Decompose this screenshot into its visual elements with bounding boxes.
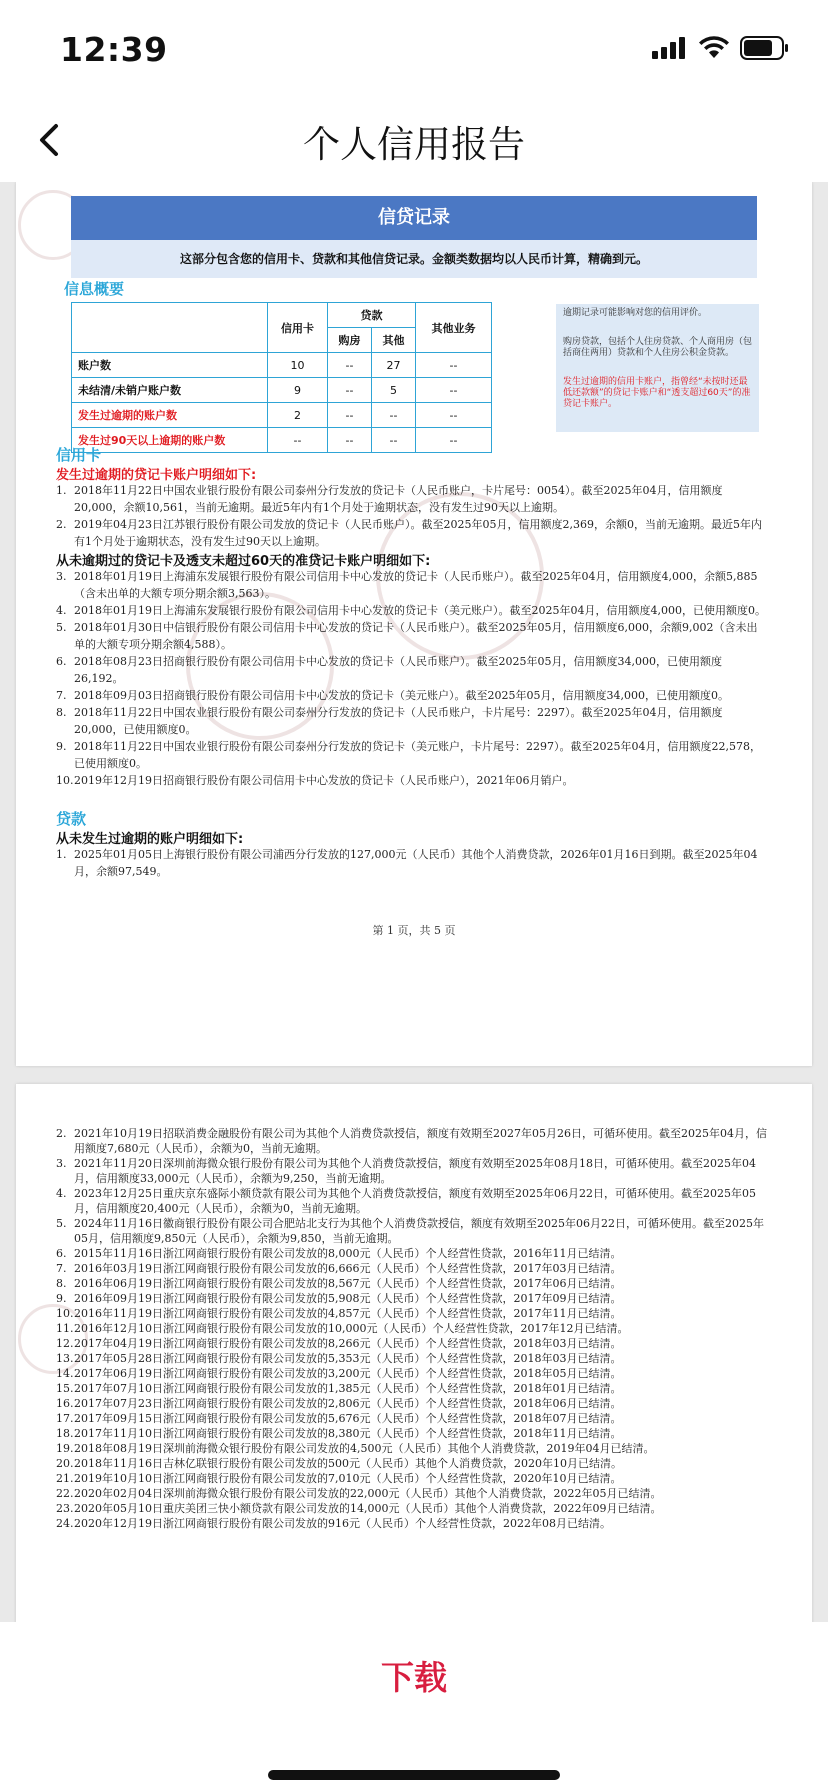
note-text: 逾期记录可能影响对您的信用评价。 (563, 308, 708, 318)
header-other: 其他 (372, 328, 416, 353)
list-item: 17. 2017年09月15日浙江网商银行股份有限公司发放的5,676元（人民币）个人经营性贷款，2018年07月已结清。 (56, 1412, 622, 1425)
list-item: 3. 2021年11月20日深圳前海微众银行股份有限公司为其他个人消费贷款授信，额度有效期至2025年08月18日，可循环使用。截至2025年04月，信用额度33,000元（人民币），余额为9,250，当前无逾期。 (56, 1157, 756, 1185)
note-text: 购房贷款，包括个人住房贷款、个人商用房（包括商住两用）贷款和个人住房公积金贷款。 (563, 337, 753, 358)
list-item: 15. 2017年07月10日浙江网商银行股份有限公司发放的1,385元（人民币）个人经营性贷款，2018年01月已结清。 (56, 1382, 622, 1395)
page-number: 第 1 页，共 5 页 (372, 924, 456, 937)
list-item: 18. 2017年11月10日浙江网商银行股份有限公司发放的8,380元（人民币）个人经营性贷款，2018年11月已结清。 (56, 1427, 622, 1440)
overdue-card-list (56, 482, 768, 550)
list-item: 22. 2020年02月04日深圳前海微众银行股份有限公司发放的22,000元（人民币）其他个人消费贷款，2022年05月已结清。 (56, 1487, 662, 1500)
list-item: 9. 2016年09月19日浙江网商银行股份有限公司发放的5,908元（人民币）个人经营性贷款，2017年09月已结清。 (56, 1292, 622, 1305)
list-item: 4. 2018年01月19日上海浦东发展银行股份有限公司信用卡中心发放的贷记卡（美元账户）。截至2025年04月，信用额度4,000，已使用额度0。 (56, 604, 766, 617)
list-item: 23. 2020年05月10日重庆美团三快小额贷款有限公司发放的14,000元（人民币）其他个人消费贷款，2022年09月已结清。 (56, 1502, 662, 1515)
list-item: 11. 2016年12月10日浙江网商银行股份有限公司发放的10,000元（人民币）个人经营性贷款，2017年12月已结清。 (56, 1322, 629, 1335)
list-item: 10. 2016年11月19日浙江网商银行股份有限公司发放的4,857元（人民币）个人经营性贷款，2017年11月已结清。 (56, 1307, 622, 1320)
note-text: 发生过逾期的信用卡账户，指曾经“未按时还最低还款额”的贷记卡账户和“透支超过60天”的准贷记卡账户。 (563, 377, 751, 409)
list-item: 2. 2019年04月23日江苏银行股份有限公司发放的贷记卡（人民币账户）。截至2025年05月，信用额度2,369，余额0，当前无逾期。最近5年内有1个月处于逾期状态，没有发生过90天以上逾期。 (56, 518, 762, 548)
normal-card-list (56, 568, 768, 789)
list-item: 2. 2021年10月19日招联消费金融股份有限公司为其他个人消费贷款授信，额度有效期至2027年05月26日，可循环使用。截至2025年04月，信用额度7,680元（人民币），余额为0，当前无逾期。 (56, 1127, 767, 1155)
list-item: 8. 2016年06月19日浙江网商银行股份有限公司发放的8,567元（人民币）个人经营性贷款，2017年06月已结清。 (56, 1277, 622, 1290)
list-item: 20. 2018年11月16日吉林亿联银行股份有限公司发放的500元（人民币）其他个人消费贷款，2020年10月已结清。 (56, 1457, 622, 1470)
overdue-cards-heading: 发生过逾期的贷记卡账户明细如下: (56, 468, 257, 483)
table-row: 账户数 10 -- 27 -- (72, 353, 492, 378)
list-item: 19. 2018年08月19日深圳前海微众银行股份有限公司发放的4,500元（人民币）其他个人消费贷款，2019年04月已结清。 (56, 1442, 655, 1455)
list-item: 12. 2017年04月19日浙江网商银行股份有限公司发放的8,266元（人民币）个人经营性贷款，2018年03月已结清。 (56, 1337, 622, 1350)
list-item: 6. 2015年11月16日浙江网商银行股份有限公司发放的8,000元（人民币）个人经营性贷款，2016年11月已结清。 (56, 1247, 622, 1260)
list-item: 8. 2018年11月22日中国农业银行股份有限公司泰州分行发放的贷记卡（人民币账户，卡片尾号：2297）。截至2025年04月，信用额度20,000，已使用额度0。 (56, 706, 723, 736)
list-item: 10. 2019年12月19日招商银行股份有限公司信用卡中心发放的贷记卡（人民币账户），2021年06月销户。 (56, 774, 574, 787)
status-time: 12:39 (60, 30, 168, 69)
overview-title: 信息概要 (64, 280, 125, 298)
list-item: 21. 2019年10月10日浙江网商银行股份有限公司发放的7,010元（人民币）个人经营性贷款，2020年10月已结清。 (56, 1472, 622, 1485)
section-banner: 信贷记录 (71, 196, 757, 240)
list-item: 5. 2018年01月30日中信银行股份有限公司信用卡中心发放的贷记卡（人民币账户）。截至2025年05月，信用额度6,000，余额9,002（含未出单的大额专项分期余额4,588）。 (56, 621, 758, 651)
overview-table (71, 302, 492, 453)
report-page-1 (16, 182, 812, 1066)
list-item: 4. 2023年12月25日重庆京东盛际小额贷款有限公司为其他个人消费贷款授信，额度有效期至2025年06月22日，可循环使用。截至2025年05月，信用额度20,400元（人民币），余额为0，当前无逾期。 (56, 1187, 756, 1215)
list-item: 24. 2020年12月19日浙江网商银行股份有限公司发放的916元（人民币）个人经营性贷款，2022年08月已结清。 (56, 1517, 611, 1530)
list-item: 14. 2017年06月19日浙江网商银行股份有限公司发放的3,200元（人民币）个人经营性贷款，2018年05月已结清。 (56, 1367, 622, 1380)
table-row: 发生过90天以上逾期的账户数 -- -- -- -- (72, 428, 492, 453)
credit-card-title: 信用卡 (56, 446, 102, 464)
report-page-2 (16, 1084, 812, 1622)
list-item: 7. 2018年09月03日招商银行股份有限公司信用卡中心发放的贷记卡（美元账户）。截至2025年05月，信用额度34,000，已使用额度0。 (56, 689, 729, 702)
header-house: 购房 (328, 328, 372, 353)
pdf-viewer[interactable] (0, 182, 828, 1622)
list-item: 6. 2018年08月23日招商银行股份有限公司信用卡中心发放的贷记卡（人民币账户）。截至2025年05月，信用额度34,000，已使用额度26,192。 (56, 655, 722, 685)
list-item: 1. 2025年01月05日上海银行股份有限公司浦西分行发放的127,000元（人民币）其他个人消费贷款，2026年01月16日到期。截至2025年04月，余额97,549。 (56, 848, 758, 878)
loan-list-continued (56, 1126, 768, 1531)
status-bar (0, 0, 828, 100)
status-icons (652, 36, 790, 60)
list-item: 5. 2024年11月16日徽商银行股份有限公司合肥站北支行为其他个人消费贷款授信，额度有效期至2025年06月22日，可循环使用。截至2025年05月，信用额度9,850元（人民币），余额为9,850，当前无逾期。 (56, 1217, 764, 1245)
list-item: 16. 2017年07月23日浙江网商银行股份有限公司发放的2,806元（人民币）个人经营性贷款，2018年06月已结清。 (56, 1397, 622, 1410)
cellular-signal-icon (652, 37, 688, 59)
loan-title: 贷款 (56, 810, 87, 828)
list-item: 1. 2018年11月22日中国农业银行股份有限公司泰州分行发放的贷记卡（人民币账户，卡片尾号：0054）。截至2025年04月，信用额度20,000，余额10,561，当前无逾期。最近5年内有1个月处于逾期状态，没有发生过90天以上逾期。 (56, 484, 723, 514)
table-row: 发生过逾期的账户数 2 -- -- -- (72, 403, 492, 428)
loan-list (56, 846, 768, 880)
overview-notes (556, 304, 759, 432)
page-title: 个人信用报告 (303, 123, 525, 166)
bottom-bar (0, 1622, 828, 1792)
section-description: 这部分包含您的信用卡、贷款和其他信贷记录。金额类数据均以人民币计算，精确到元。 (71, 240, 757, 278)
header-loan: 贷款 (328, 303, 416, 328)
list-item: 13. 2017年05月28日浙江网商银行股份有限公司发放的5,353元（人民币）个人经营性贷款，2018年03月已结清。 (56, 1352, 622, 1365)
home-indicator[interactable] (268, 1770, 560, 1780)
download-button[interactable]: 下载 (381, 1658, 447, 1697)
nav-bar (0, 100, 828, 182)
header-other-business: 其他业务 (416, 303, 492, 353)
list-item: 7. 2016年03月19日浙江网商银行股份有限公司发放的6,666元（人民币）个人经营性贷款，2017年03月已结清。 (56, 1262, 622, 1275)
table-row: 未结清/未销户账户数 9 -- 5 -- (72, 378, 492, 403)
normal-loans-heading: 从未发生过逾期的账户明细如下: (56, 832, 244, 847)
battery-icon (740, 36, 790, 60)
list-item: 3. 2018年01月19日上海浦东发展银行股份有限公司信用卡中心发放的贷记卡（人民币账户）。截至2025年04月，信用额度4,000，余额5,885（含未出单的大额专项分期余额3,563）。 (56, 570, 758, 600)
wifi-icon (698, 36, 730, 60)
list-item: 9. 2018年11月22日中国农业银行股份有限公司泰州分行发放的贷记卡（美元账户，卡片尾号：2297）。截至2025年04月，信用额度22,578，已使用额度0。 (56, 740, 761, 770)
header-credit-card: 信用卡 (268, 303, 328, 353)
normal-cards-heading: 从未逾期过的贷记卡及透支未超过60天的准贷记卡账户明细如下: (56, 554, 431, 569)
